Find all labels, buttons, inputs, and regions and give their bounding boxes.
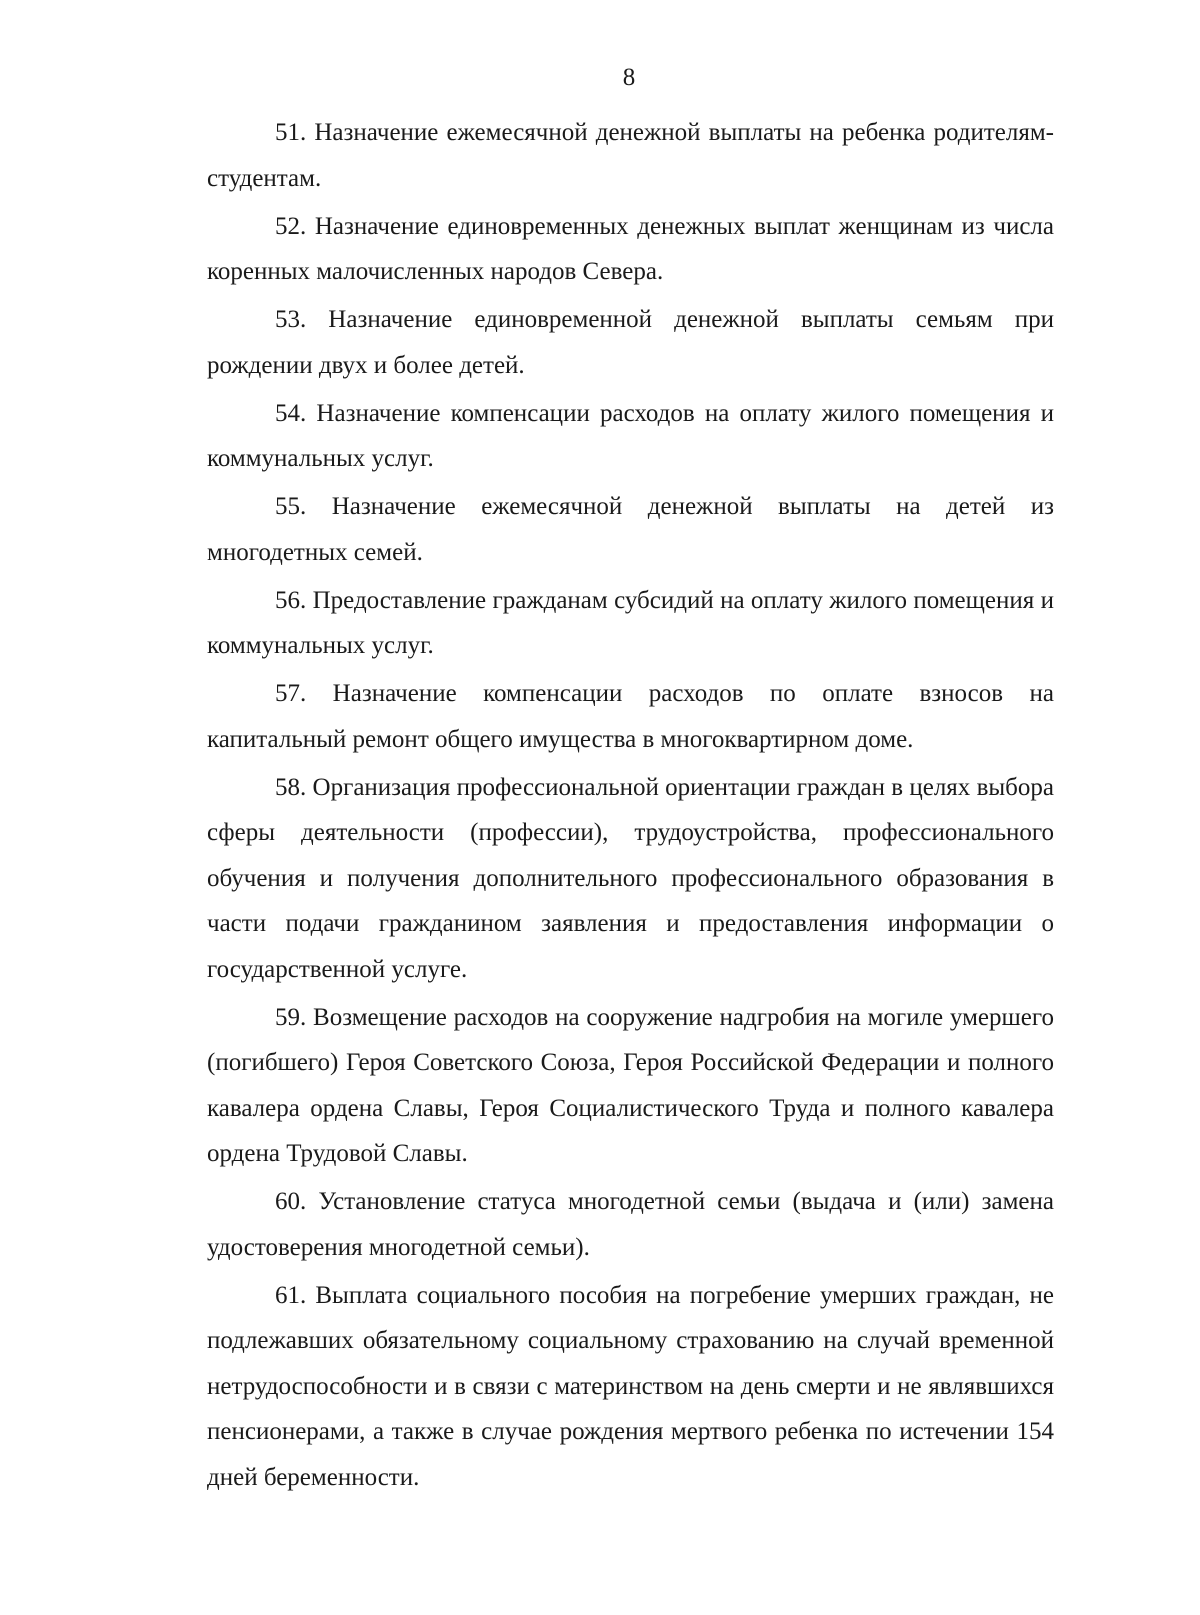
list-item-56: 56. Предоставление гражданам субсидий на оплату жилого помещения и коммунальных услуг.	[207, 586, 1054, 659]
list-item-60: 60. Установление статуса многодетной семьи (выдача и (или) замена удостоверения многодетной семьи).	[207, 1188, 1054, 1261]
list-item-59: 59. Возмещение расходов на сооружение надгробия на могиле умершего (погибшего) Героя Советского Союза, Героя Российской Федерации и полного кавалера ордена Славы, Героя Социалистического Труда и полного кавалера ордена Трудовой Славы.	[207, 1003, 1054, 1167]
list-item-58: 58. Организация профессиональной ориентации граждан в целях выбора сферы деятельности (профессии), трудоустройства, профессионального обучения и получения дополнительного профессионального образования в части подачи гражданином заявления и предоставления информации о государственной услуге.	[207, 773, 1054, 983]
list-item-51: 51. Назначение ежемесячной денежной выплаты на ребенка родителям-студентам.	[207, 119, 1054, 192]
list-item-54: 54. Назначение компенсации расходов на оплату жилого помещения и коммунальных услуг.	[207, 399, 1054, 472]
list-item-57: 57. Назначение компенсации расходов по оплате взносов на капитальный ремонт общего имущества в многоквартирном доме.	[207, 680, 1054, 753]
list-item-55: 55. Назначение ежемесячной денежной выплаты на детей из многодетных семей.	[207, 493, 1054, 566]
list-item-61: 61. Выплата социального пособия на погребение умерших граждан, не подлежавших обязательному социальному страхованию на случай временной нетрудоспособности и в связи с материнством на день смерти и не являвшихся пенсионерами, а также в случае рождения мертвого ребенка по истечении 154 дней беременности.	[207, 1281, 1054, 1491]
list-item-53: 53. Назначение единовременной денежной выплаты семьям при рождении двух и более детей.	[207, 306, 1054, 379]
list-item-52: 52. Назначение единовременных денежных выплат женщинам из числа коренных малочисленных народов Севера.	[207, 212, 1054, 285]
page-number: 8	[622, 64, 636, 91]
document-body	[207, 110, 1054, 1503]
